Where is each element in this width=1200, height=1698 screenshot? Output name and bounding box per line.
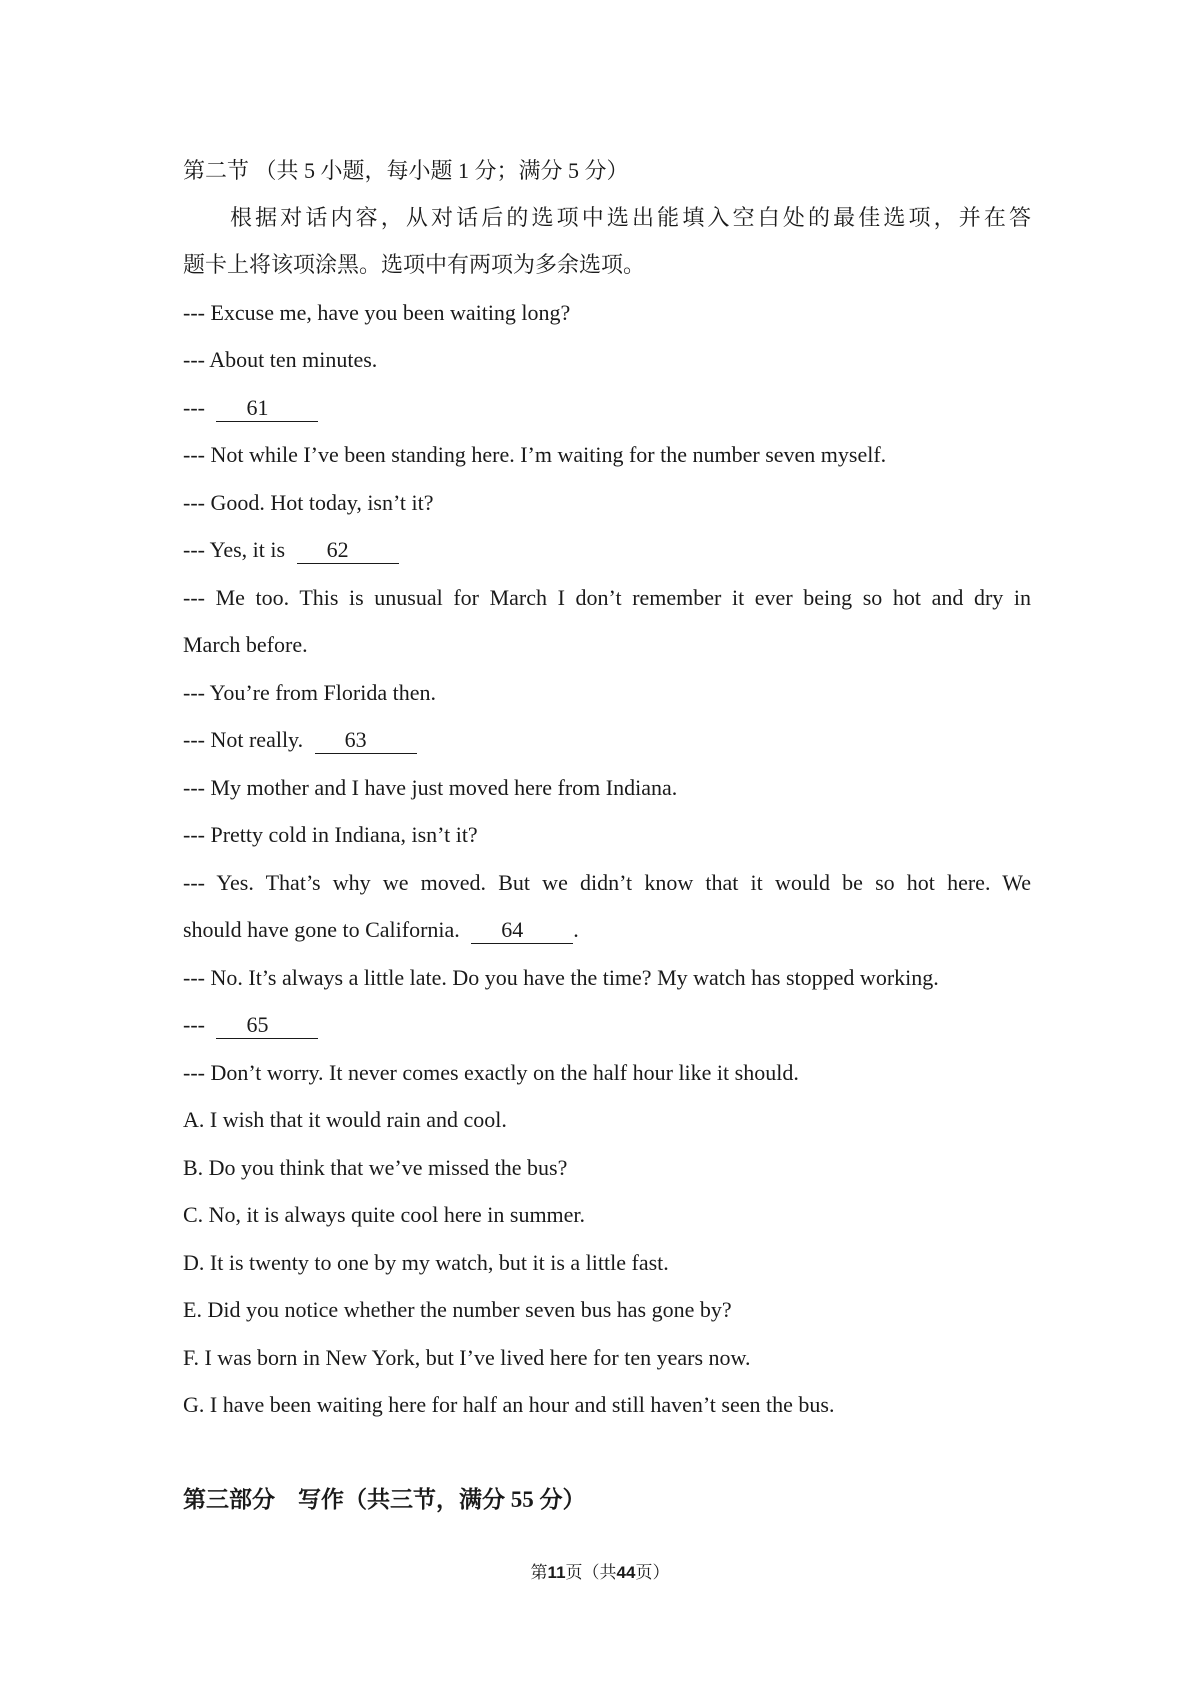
option-e: E. Did you notice whether the number seven bus has gone by? <box>183 1297 732 1322</box>
footer-middle: 页（共 <box>565 1563 617 1582</box>
answer-blank <box>216 1013 318 1039</box>
option-f: F. I was born in New York, but I’ve lived here for ten years now. <box>183 1345 751 1370</box>
dialogue-suffix: . <box>573 917 579 942</box>
dialogue-prefix: should have gone to California. <box>183 917 460 942</box>
dialogue-line-blank-62 <box>183 535 399 565</box>
instructions-line-2: 题卡上将该项涂黑。选项中有两项为多余选项。 <box>183 252 646 277</box>
blank-number: 61 <box>246 395 269 420</box>
footer-total-pages: 44 <box>616 1563 636 1582</box>
footer-suffix: 页） <box>635 1563 670 1582</box>
option-g: G. I have been waiting here for half an hour and still haven’t seen the bus. <box>183 1392 835 1417</box>
answer-blank <box>216 396 318 422</box>
dialogue-line: --- Pretty cold in Indiana, isn’t it? <box>183 822 478 847</box>
dialogue-line-blank-65 <box>183 1010 318 1040</box>
part3-heading: 第三部分 写作（共三节，满分 55 分） <box>183 1487 586 1512</box>
dialogue-prefix: --- Not really. <box>183 727 304 752</box>
answer-blank <box>315 728 417 754</box>
option-a: A. I wish that it would rain and cool. <box>183 1107 507 1132</box>
dialogue-line: --- You’re from Florida then. <box>183 680 436 705</box>
footer-page-number: 11 <box>547 1563 566 1582</box>
dialogue-line: --- Me too. This is unusual for March I don’t remember it ever being so hot and dry in <box>183 585 1031 610</box>
section-heading: 第二节 （共 5 小题，每小题 1 分；满分 5 分） <box>183 158 629 183</box>
blank-number: 64 <box>501 917 524 942</box>
dialogue-prefix: --- <box>183 1012 205 1037</box>
dialogue-line: --- Not while I’ve been standing here. I’m waiting for the number seven myself. <box>183 442 887 467</box>
blank-number: 65 <box>246 1012 269 1037</box>
page-footer <box>0 1561 1200 1585</box>
dialogue-prefix: --- <box>183 395 205 420</box>
dialogue-line: --- No. It’s always a little late. Do you have the time? My watch has stopped working. <box>183 965 939 990</box>
dialogue-prefix: --- Yes, it is <box>183 537 286 562</box>
answer-blank <box>297 538 399 564</box>
option-b: B. Do you think that we’ve missed the bus? <box>183 1155 568 1180</box>
dialogue-line-blank-63 <box>183 725 417 755</box>
option-d: D. It is twenty to one by my watch, but it is a little fast. <box>183 1250 669 1275</box>
footer-prefix: 第 <box>530 1563 548 1582</box>
dialogue-line: --- Yes. That’s why we moved. But we didn’t know that it would be so hot here. We <box>183 870 1031 895</box>
dialogue-line: --- My mother and I have just moved here from Indiana. <box>183 775 678 800</box>
dialogue-line: March before. <box>183 632 308 657</box>
dialogue-line: --- Good. Hot today, isn’t it? <box>183 490 434 515</box>
blank-number: 62 <box>326 537 349 562</box>
dialogue-line-blank-64 <box>183 915 579 945</box>
dialogue-line: --- Don’t worry. It never comes exactly on the half hour like it should. <box>183 1060 799 1085</box>
answer-blank <box>471 918 573 944</box>
dialogue-line: --- Excuse me, have you been waiting long? <box>183 300 571 325</box>
blank-number: 63 <box>344 727 367 752</box>
dialogue-line-blank-61 <box>183 393 318 423</box>
instructions-line-1: 根据对话内容，从对话后的选项中选出能填入空白处的最佳选项，并在答 <box>230 205 1031 230</box>
dialogue-line: --- About ten minutes. <box>183 347 378 372</box>
option-c: C. No, it is always quite cool here in summer. <box>183 1202 586 1227</box>
